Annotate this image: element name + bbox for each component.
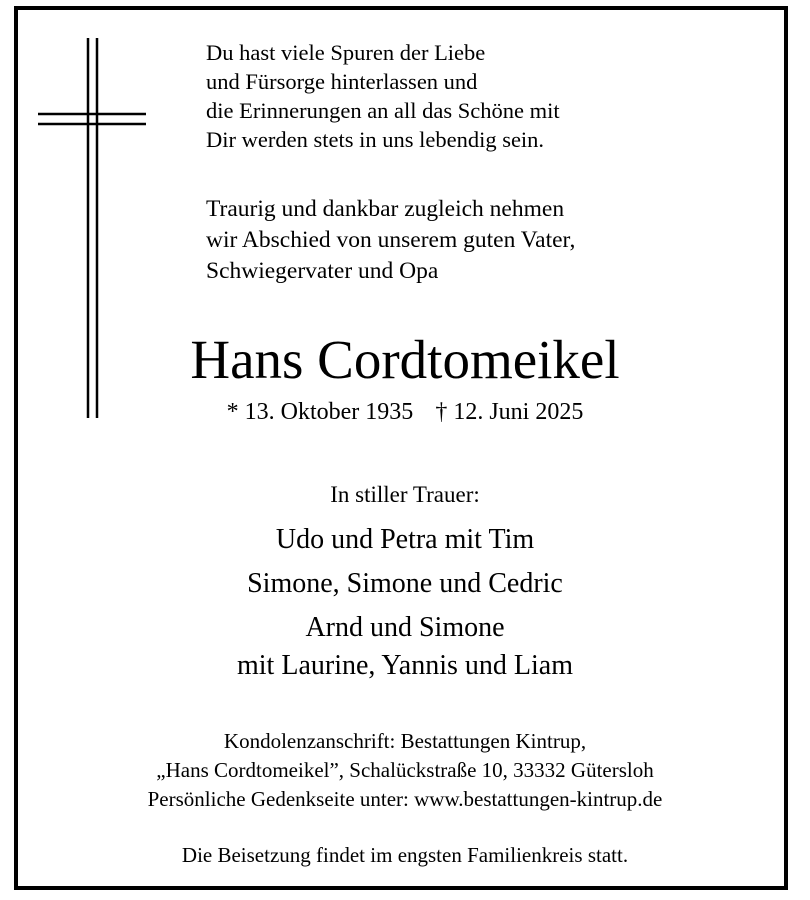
life-dates [0,397,810,427]
mourner-line: mit Laurine, Yannis und Liam [237,650,573,681]
farewell-line: wir Abschied von unserem guten Vater, [206,227,576,253]
poem-first-stanza [206,38,560,154]
deceased-name: Hans Cordtomeikel [190,329,620,390]
poem-line: und Fürsorge hinterlassen und [206,69,478,94]
farewell-line: Traurig und dankbar zugleich nehmen [206,196,565,222]
farewell-text [206,194,575,287]
address-line: Persönliche Gedenkseite unter: www.bestattungen-kintrup.de [147,787,663,811]
poem-line: die Erinnerungen an all das Schöne mit [206,98,560,123]
mourners-list [0,518,810,688]
death-date: † 12. Juni 2025 [435,399,584,425]
poem-line: Dir werden stets in uns lebendig sein. [206,127,545,152]
address-line: „Hans Cordtomeikel”, Schalückstraße 10, 33332 Gütersloh [156,758,654,782]
farewell-line: Schwiegervater und Opa [206,258,439,284]
condolence-address [0,727,810,814]
poem-line: Du hast viele Spuren der Liebe [206,40,486,65]
birth-date: * 13. Oktober 1935 [226,399,414,425]
mourner-line: Simone, Simone und Cedric [247,568,563,599]
address-line: Kondolenzanschrift: Bestattungen Kintrup, [223,729,587,753]
mourner-line: Udo und Petra mit Tim [275,524,535,555]
burial-note: Die Beisetzung findet im engsten Familienkreis statt. [181,843,629,867]
mourner-line: Arnd und Simone [305,612,505,643]
mourning-intro: In stiller Trauer: [330,482,480,507]
